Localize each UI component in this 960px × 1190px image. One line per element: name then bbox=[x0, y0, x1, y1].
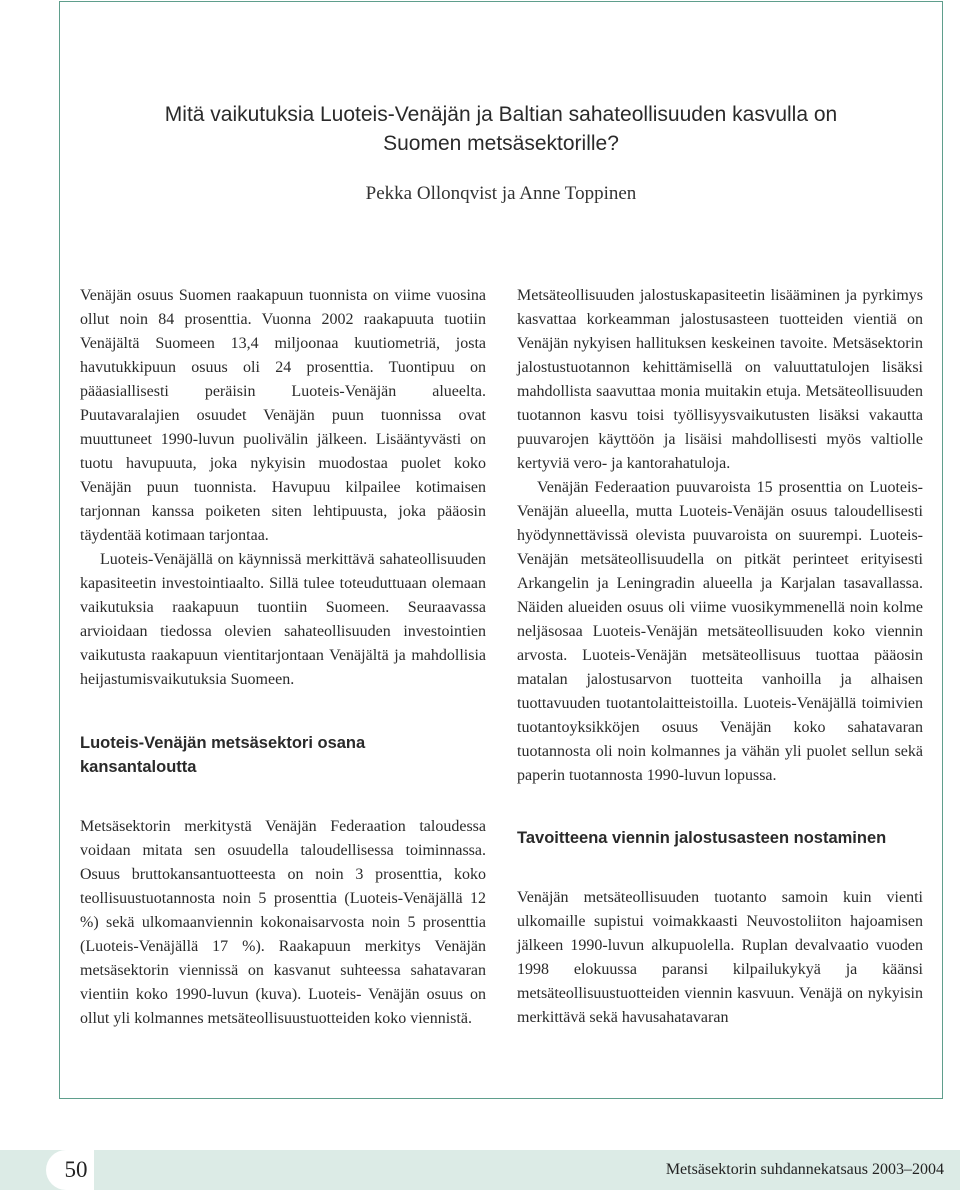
article-authors: Pekka Ollonqvist ja Anne Toppinen bbox=[365, 183, 637, 204]
left-paragraph-3: Metsäsektorin merkitystä Venäjän Federaation taloudessa voidaan mitata sen osuudella taloudellisessa toiminnassa. Osuus bruttokansantuotteesta on noin 3 prosenttia, koko teollisuustuotannosta noin 5 prosenttia (Luoteis-Venäjällä 12 %) sekä ulkomaanviennin kokonaisarvosta noin 5 prosenttia (Luoteis-Venäjällä 17 %). Raakapuun merkitys Venäjän metsäsektorin viennissä on kasvanut suhteessa sahatavaran vientiin koko 1990-luvun (kuva). Luoteis- Venäjän osuus on ollut yli kolmannes metsäteollisuustuotteiden koko viennistä. bbox=[80, 818, 486, 1027]
page-number: 50 bbox=[64, 1157, 88, 1182]
right-column bbox=[517, 284, 923, 1030]
left-paragraph-2: Luoteis-Venäjällä on käynnissä merkittävä sahateollisuuden kapasiteetin investointiaalto. Sillä tulee toteuduttuaan olemaan vaikutuksia raakapuun tuontiin Suomeen. Seuraavassa arvioidaan tiedossa olevien sahateollisuuden investointien vaikutusta raakapuun vientitarjontaan Venäjältä ja mahdollisia heijastumisvaikutuksia Suomeen. bbox=[80, 551, 486, 688]
article-title-line2: Suomen metsäsektorille? bbox=[383, 132, 619, 155]
section-heading-right: Tavoitteena viennin jalostusasteen nostaminen bbox=[517, 829, 887, 847]
publication-title: Metsäsektorin suhdannekatsaus 2003–2004 bbox=[665, 1161, 944, 1178]
left-paragraph-1: Venäjän osuus Suomen raakapuun tuonnista on viime vuosina ollut noin 84 prosenttia. Vuonna 2002 raakapuuta tuotiin Venäjältä Suomeen 13,4 miljoonaa kuutiometriä, josta havutukkipuun osuus oli 24 prosenttia. Tuontipuu on pääasiallisesti peräisin Luoteis-Venäjän alueelta. Puutavaralajien osuudet Venäjän puun tuonnissa ovat muuttuneet 1990-luvun puolivälin jälkeen. Lisääntyvästi on tuotu havupuuta, joka nykyisin muodostaa puolet koko Venäjän puun tuonnista. Havupuu kilpailee kotimaisen tarjonnan kanssa poiketen siten lehtipuusta, joka pääosin täydentää kotimaan tarjontaa. bbox=[80, 287, 486, 544]
section-heading-left: Luoteis-Venäjän metsäsektori osana kansantaloutta bbox=[80, 734, 366, 776]
article-title bbox=[59, 100, 943, 158]
left-column bbox=[80, 284, 486, 1031]
right-paragraph-2: Venäjän Federaation puuvaroista 15 prosenttia on Luoteis-Venäjän alueella, mutta Luoteis-Venäjän osuus taloudellisesti hyödynnettävissä olevista puuvaroista on suurempi. Luoteis-Venäjän metsäteollisuudella on pitkät perinteet erityisesti Arkangelin ja Leningradin alueella ja Karjalan tasavallassa. Näiden alueiden osuus oli viime vuosikymmenellä noin kolme neljäsosaa Luoteis-Venäjän metsäteollisuuden koko viennin arvosta. Luoteis-Venäjän metsäteollisuus tuottaa pääosin matalan jalostusarvon tuotteita vanhoilla ja alhaisen tuottavuuden tuotantolaitteistoilla. Luoteis-Venäjällä toimivien tuotantoyksikköjen osuus Venäjän koko sahatavaran tuotannosta oli noin kolmannes ja vähän yli puolet sellun sekä paperin tuotannosta 1990-luvun lopussa. bbox=[517, 479, 923, 784]
right-paragraph-3: Venäjän metsäteollisuuden tuotanto samoin kuin vienti ulkomaille supistui voimakkaasti Neuvostoliiton hajoamisen jälkeen 1990-luvun alkupuolella. Ruplan devalvaatio vuoden 1998 elokuussa paransi kilpailukykyä ja käänsi metsäteollisuustuotteiden viennin kasvuun. Venäjä on nykyisin merkittävä sekä havusahatavaran bbox=[517, 889, 923, 1026]
right-paragraph-1: Metsäteollisuuden jalostuskapasiteetin lisääminen ja pyrkimys kasvattaa korkeamman jalostusasteen tuotteiden vientiä on Venäjän nykyisen hallituksen keskeinen tavoite. Metsäsektorin jalostustuotannon kehittämisellä on valuuttatulojen lisäksi mahdollista saavuttaa monia muitakin etuja. Metsäteollisuuden tuotannon kasvu toisi työllisyysvaikutusten lisäksi vakautta puuvarojen käyttöön ja lisäisi mahdollisesti myös valtiolle kertyviä vero- ja kantorahatuloja. bbox=[517, 287, 923, 472]
article-title-line1: Mitä vaikutuksia Luoteis-Venäjän ja Baltian sahateollisuuden kasvulla on bbox=[164, 103, 838, 126]
